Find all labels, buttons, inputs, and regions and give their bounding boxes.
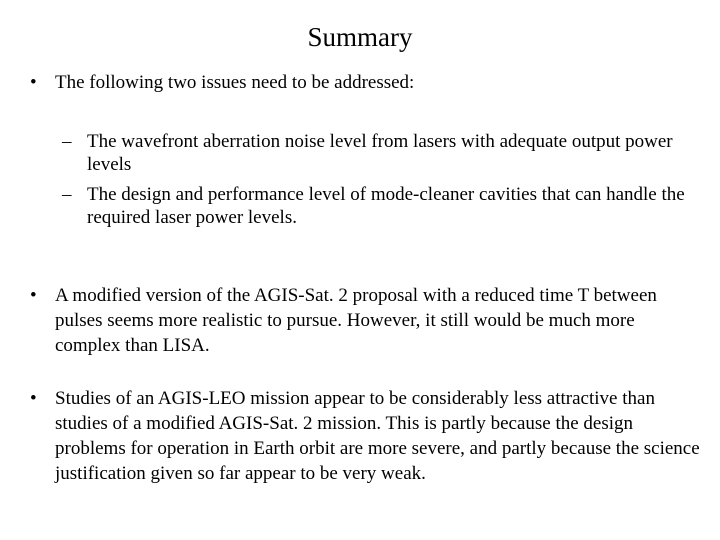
bullet-marker: • [30,388,37,409]
sub-bullet-item [62,130,700,176]
bullet-item [30,283,700,358]
bullet-marker: • [30,285,37,306]
sub-bullet-text: The design and performance level of mode-cleaner cavities that can handle the required laser power levels. [87,184,685,228]
bullet-marker: • [30,72,37,93]
bullet-text: Studies of an AGIS-LEO mission appear to be considerably less attractive than studies of a modified AGIS-Sat. 2 mission. This is partly because the design problems for operation in Earth orbit are more severe, and partly because the science justification given so far appear to be very weak. [55,388,700,484]
bullet-item [30,386,700,486]
bullet-text: The following two issues need to be addressed: [55,72,415,93]
bullet-text: A modified version of the AGIS-Sat. 2 proposal with a reduced time T between pulses seems more realistic to pursue. However, it still would be much more complex than LISA. [55,285,657,356]
sub-bullet-marker: – [62,131,72,152]
sub-bullet-item [62,183,700,229]
slide-title: Summary [307,22,413,52]
sub-bullet-marker: – [62,184,72,205]
sub-bullet-text: The wavefront aberration noise level from lasers with adequate output power levels [87,131,673,175]
bullet-item [30,70,700,95]
